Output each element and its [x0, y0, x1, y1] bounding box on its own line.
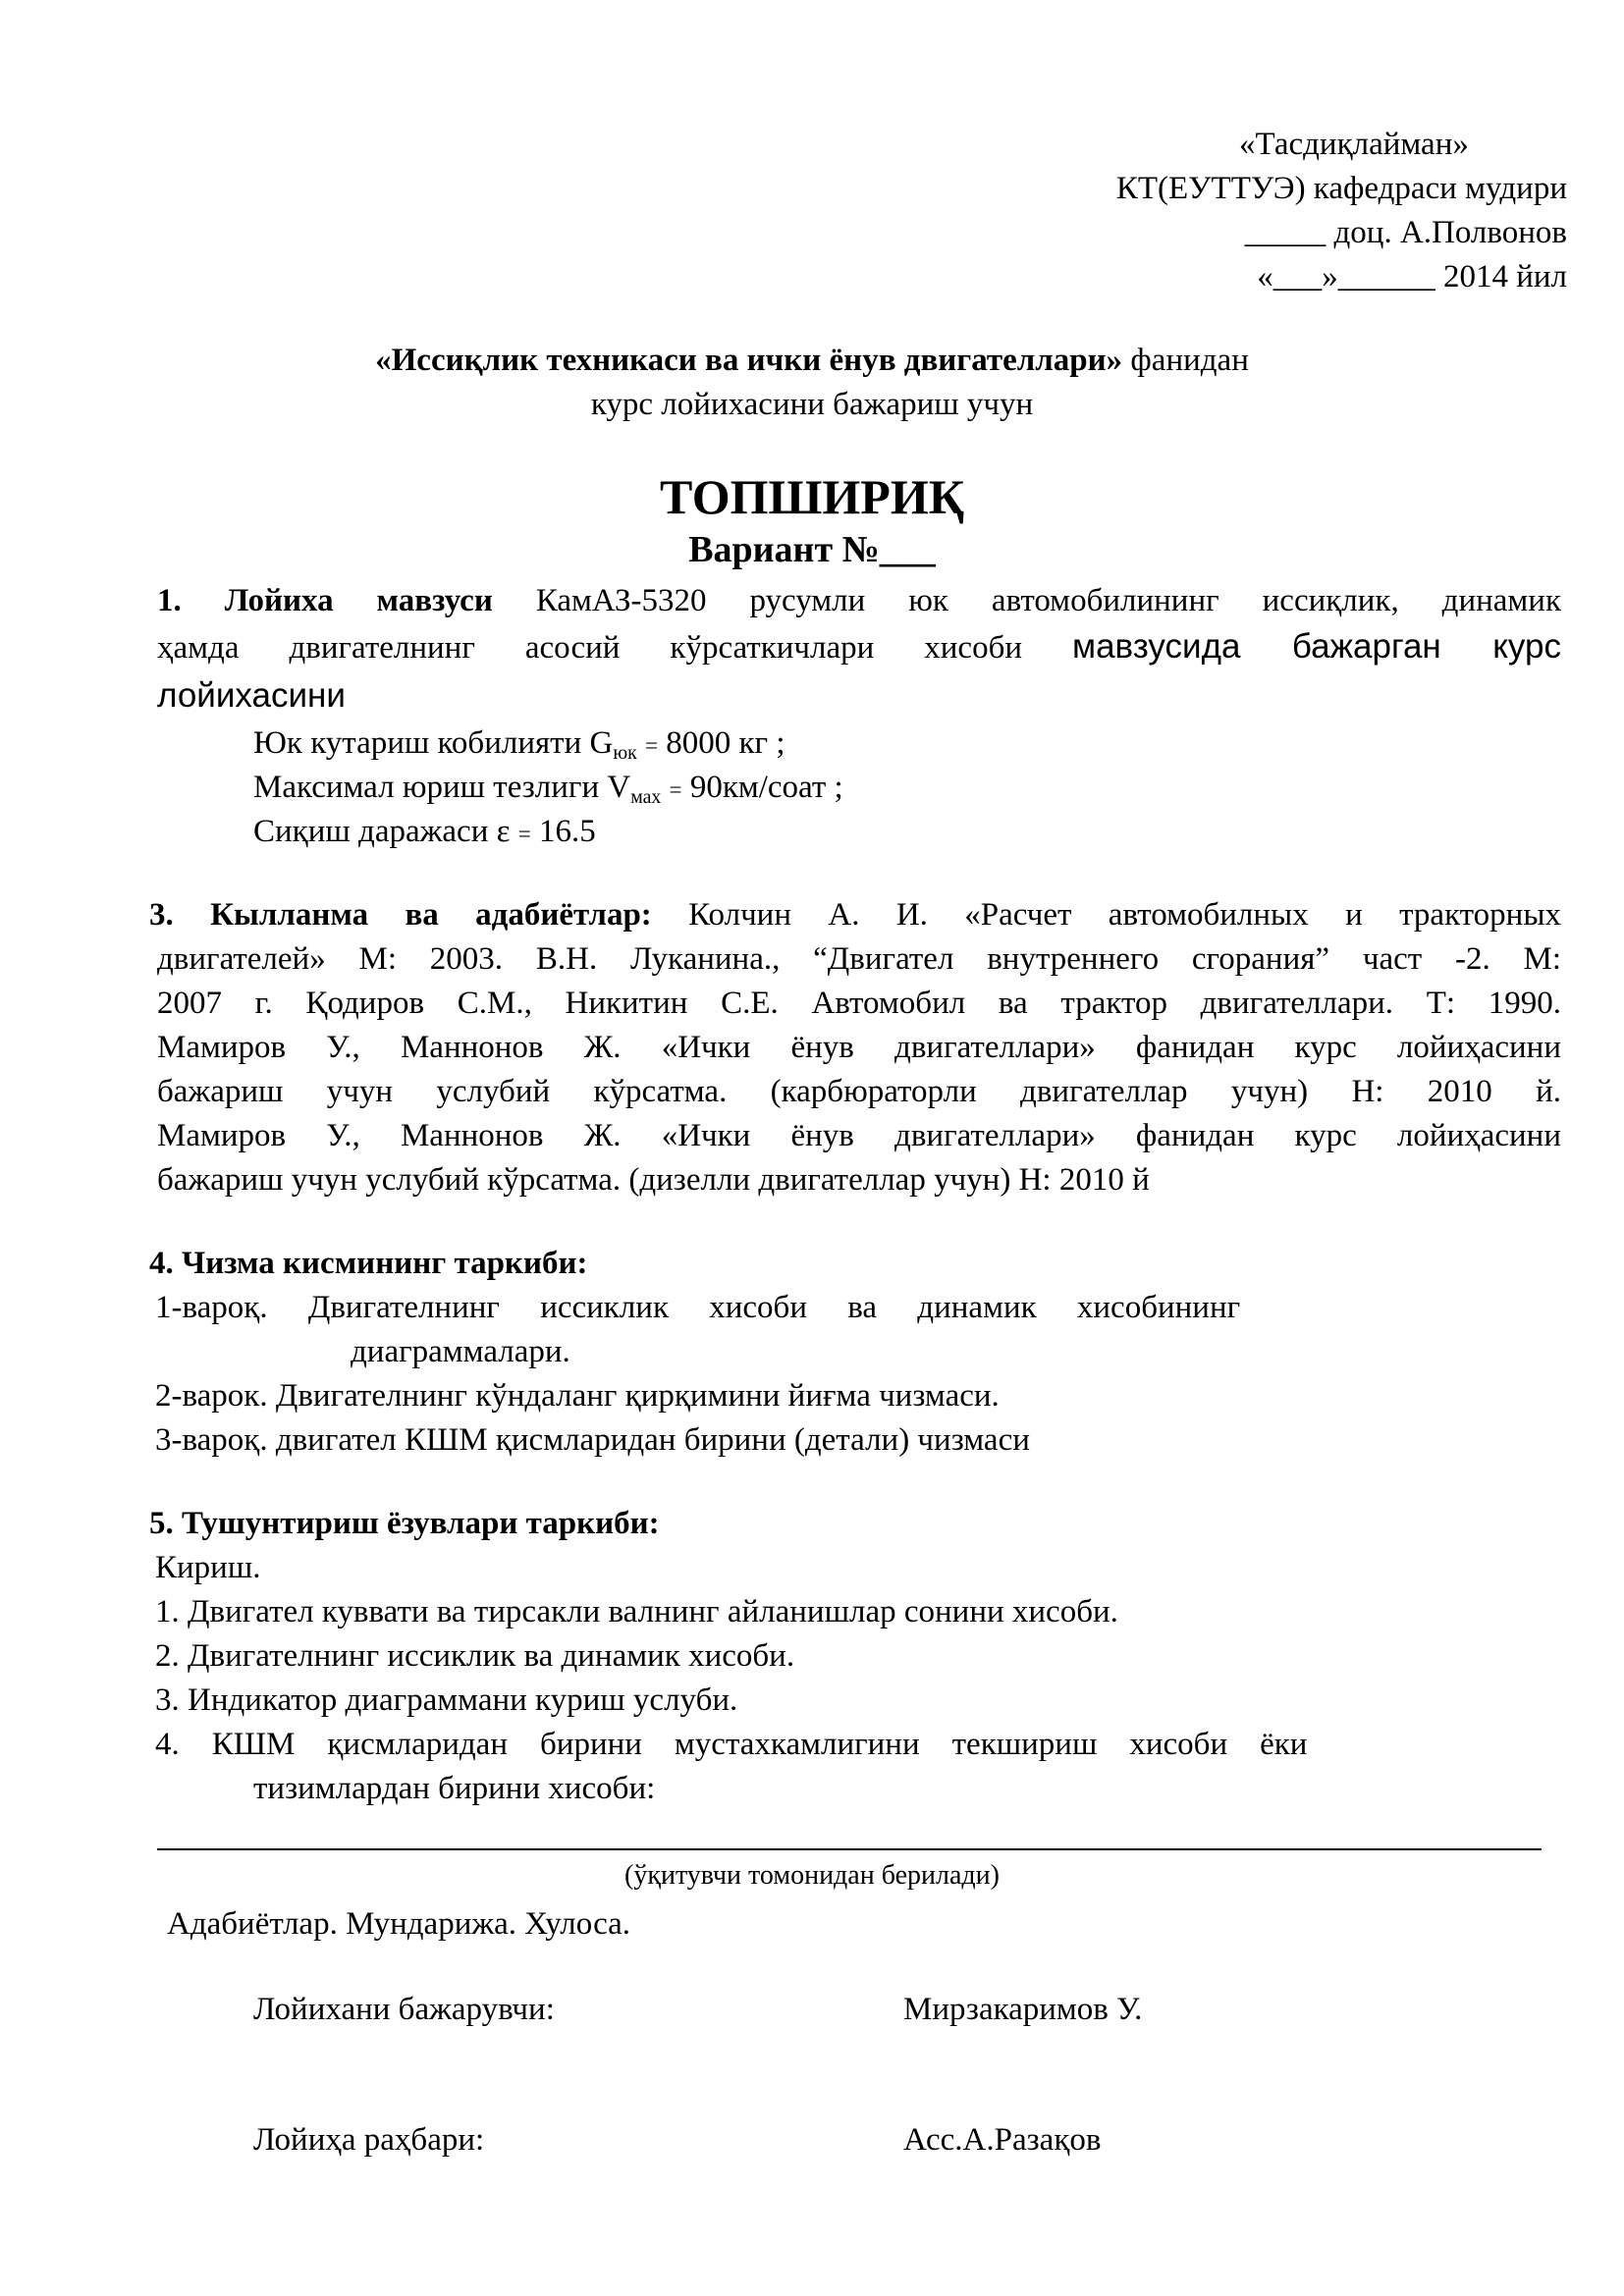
section5-item-continuation: тизимлардан бирини хисоби:: [253, 1771, 656, 1806]
approval-signer: _____ доц. А.Полвонов: [1244, 215, 1567, 250]
variant-line: Вариант №___: [688, 529, 936, 570]
reference-line: двигателей» М: 2003. В.Н. Луканина., “Двигател внутреннего сгорания” част -2. М:: [157, 941, 1561, 977]
section3-line1: [149, 893, 1561, 937]
param-value: 8000 кг ;: [666, 725, 785, 761]
param-label: Юк кутариш кобилияти G: [253, 725, 614, 761]
sheet1-line: 1-вароқ. Двигателнинг иссиклик хисоби ва динамик хисобининг: [155, 1290, 1241, 1325]
param-compression: [253, 810, 596, 856]
sheet1-continuation: диаграммалари.: [351, 1334, 570, 1369]
subject-line: [0, 339, 1624, 383]
section1-line2: [157, 624, 1561, 670]
executor-label: Лойихани бажарувчи:: [253, 1992, 555, 2027]
param-subscript: юк: [613, 742, 637, 764]
reference-line: бажариш учун услубий кўрсатма. (дизелли двигателлар учун) Н: 2010 й: [157, 1162, 1150, 1198]
section1-text2a: ҳамда двигателнинг асосий кўрсаткичлари хисоби: [157, 630, 1023, 666]
section1-text1: КамАЗ-5320 русумли юк автомобилининг иссиқлик, динамик: [535, 583, 1561, 618]
param-value: 16.5: [539, 814, 596, 849]
purpose-line: курс лойихасини бажариш учун: [590, 387, 1034, 422]
teacher-note: (ўқитувчи томонидан берилади): [624, 1860, 1000, 1891]
section1-line1: [157, 579, 1561, 623]
reference-line: Мамиров У., Маннонов Ж. «Ички ёнув двигателлари» фанидан курс лойиҳасини: [157, 1118, 1561, 1153]
document-title: ТОПШИРИҚ: [660, 469, 964, 524]
param-equals: =: [644, 732, 659, 758]
approval-title: «Тасдиқлайман»: [1239, 127, 1469, 162]
section5-intro: Кириш.: [155, 1550, 261, 1585]
subject-suffix: фанидан: [1122, 343, 1249, 378]
section5-item: 4. КШМ қисмларидан бирини мустахкамлигини текшириш хисоби ёки: [155, 1727, 1308, 1762]
sheet3-line: 3-вароқ. двигател КШМ қисмларидан бирини (детали) чизмаси: [155, 1422, 1030, 1458]
section5-item: 3. Индикатор диаграммани куриш услуби.: [155, 1682, 738, 1718]
approval-date: «___»______ 2014 йил: [1257, 259, 1567, 294]
executor-name: Мирзакаримов У.: [903, 1992, 1143, 2027]
section1-line3: лойихасини: [157, 676, 346, 715]
param-equals: =: [517, 821, 531, 846]
param-max-speed: [253, 766, 843, 812]
sheet2-line: 2-варок. Двигателнинг кўндаланг қирқимини йиғма чизмаси.: [155, 1378, 1000, 1414]
reference-line: Мамиров У., Маннонов Ж. «Ички ёнув двигателлари» фанидан курс лойиҳасини: [157, 1030, 1561, 1065]
approval-position: КТ(ЕУТТУЭ) кафедраси мудири: [1115, 171, 1567, 206]
fill-in-line: [157, 1848, 1542, 1850]
section4-label: 4. Чизма кисмининг таркиби:: [149, 1246, 588, 1281]
reference-text: Колчин А. И. «Расчет автомобилных и тракторных: [688, 897, 1561, 933]
subject-name: «Иссиқлик техникаси ва ички ёнув двигателлари»: [375, 343, 1123, 378]
param-label: Сиқиш даражаси ε: [253, 814, 511, 849]
supervisor-label: Лойиҳа раҳбари:: [253, 2122, 485, 2158]
section5-label: 5. Тушунтириш ёзувлари таркиби:: [149, 1506, 660, 1541]
param-label: Максимал юриш тезлиги V: [253, 770, 631, 805]
section5-item: 1. Двигател куввати ва тирсакли валнинг айланишлар сонини хисоби.: [155, 1594, 1118, 1629]
reference-line: 2007 г. Қодиров С.М., Никитин С.Е. Автомобил ва трактор двигателлари. Т: 1990.: [157, 986, 1561, 1021]
section1-text2b: мавзусида бажарган курс: [1072, 627, 1562, 666]
param-subscript: мах: [630, 786, 662, 808]
reference-line: бажариш учун услубий кўрсатма. (карбюраторли двигателлар учун) Н: 2010 й.: [157, 1074, 1561, 1109]
section3-label: 3. Кылланма ва адабиётлар:: [149, 897, 652, 933]
param-equals: =: [669, 776, 682, 802]
footer-list: Адабиётлар. Мундарижа. Хулоса.: [167, 1906, 631, 1942]
supervisor-name: Асс.А.Разақов: [903, 2122, 1102, 2158]
section1-label: 1. Лойиха мавзуси: [157, 583, 493, 618]
param-load-capacity: [253, 721, 785, 768]
section5-item: 2. Двигателнинг иссиклик ва динамик хисоби.: [155, 1638, 795, 1674]
param-value: 90км/соат ;: [689, 770, 843, 805]
